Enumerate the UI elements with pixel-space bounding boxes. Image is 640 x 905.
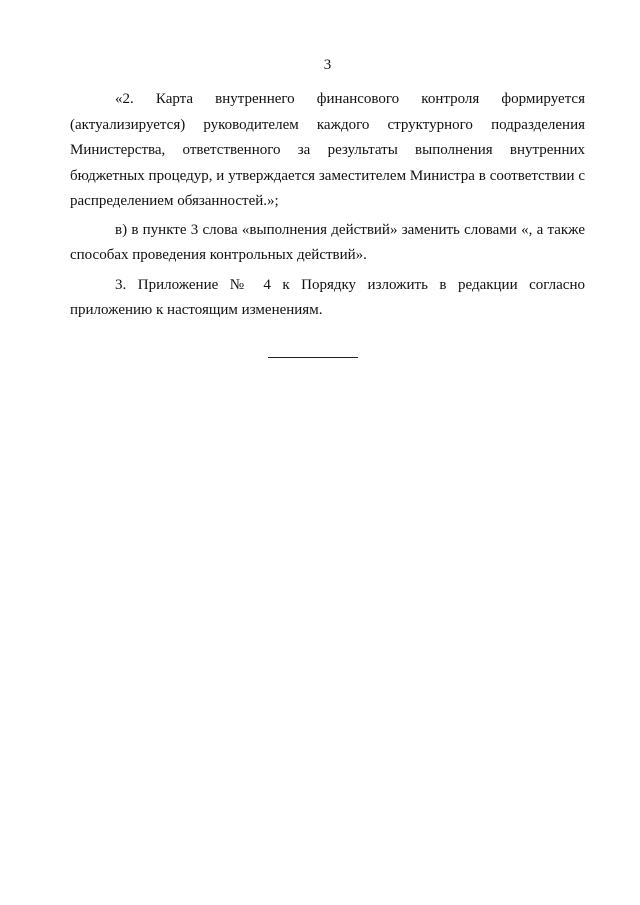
end-divider-line [268,357,358,358]
paragraph-item-2-map: «2. Карта внутреннего финансового контроля формируется (актуализируется) руководителем каждого структурного подразделения Министерства, ответственного за результаты выполнения внутренних бюджетных процедур, и утверждается заместителем Министра в соответствии с распределением обязанностей.»; [70,91,585,209]
document-body [70,87,585,324]
paragraph-item-3-appendix: 3. Приложение № 4 к Порядку изложить в редакции согласно приложению к настоящим изменениям. [70,276,585,318]
page-number: 3 [323,57,332,73]
paragraph-subitem-v: в) в пункте 3 слова «выполнения действий» заменить словами «, а также способах проведения контрольных действий». [70,221,585,263]
